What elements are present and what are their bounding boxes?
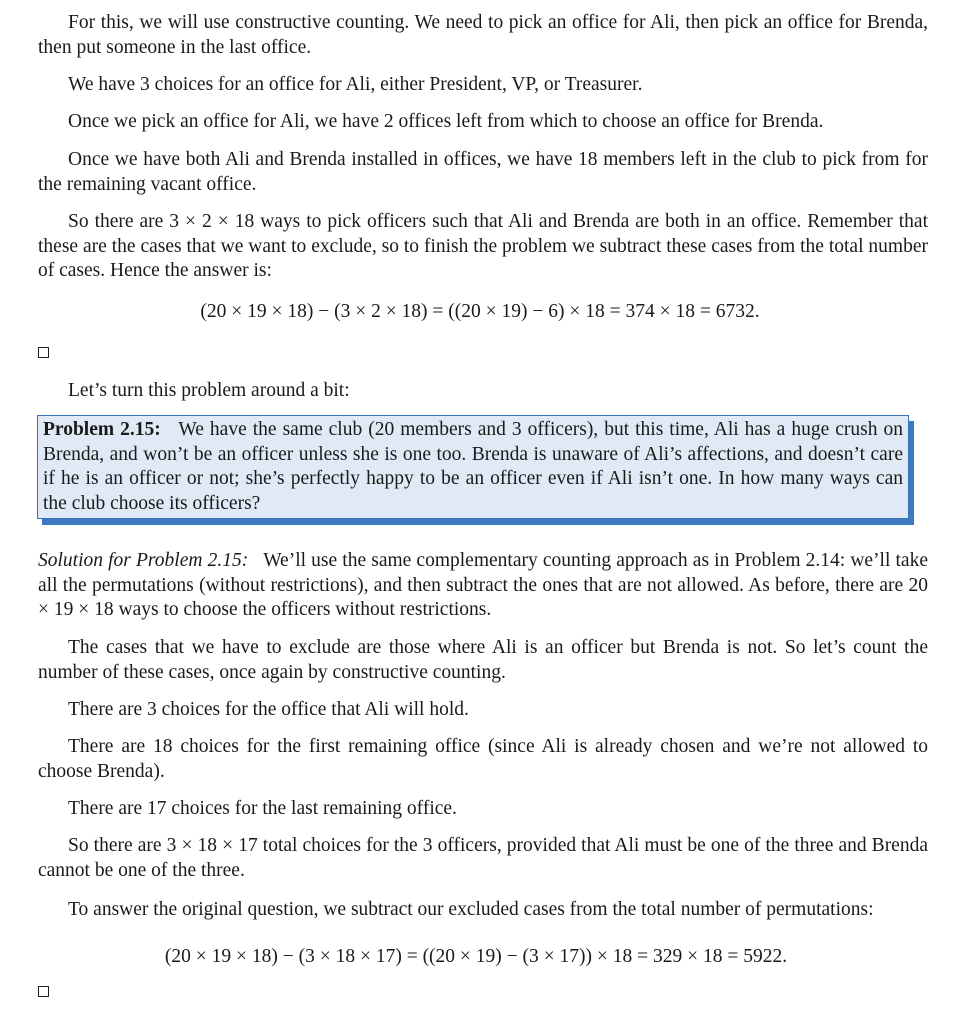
paragraph-ali-choices: We have 3 choices for an office for Ali, either President, VP, or Treasurer. (68, 74, 643, 95)
solution-text: We’ll use the same complementary counting approach as in Problem 2.14: we’ll take all the permutations (without restrictions), and then subtract the ones that are not allowed. As before, there are 20 × 19 × 18 ways to choose the officers without restrictions. (38, 550, 928, 620)
problem-statement (43, 418, 903, 516)
problem-box (37, 415, 909, 519)
paragraph-constructive-counting: For this, we will use constructive counting. We need to pick an office for Ali, then pick an office for Brenda, then put someone in the last office. (38, 12, 928, 58)
paragraph-ali-office: There are 3 choices for the office that Ali will hold. (68, 699, 469, 720)
solution-paragraph (38, 549, 928, 623)
equation-answer-5922: (20 × 19 × 18) − (3 × 18 × 17) = ((20 × 19) − (3 × 17)) × 18 = 329 × 18 = 5922. (164, 946, 788, 967)
qed-square-icon (38, 986, 49, 997)
equation-answer-6732: (20 × 19 × 18) − (3 × 2 × 18) = ((20 × 19) − 6) × 18 = 374 × 18 = 6732. (200, 301, 760, 322)
paragraph-remaining-members: Once we have both Ali and Brenda installed in offices, we have 18 members left in the club to pick from for the remaining vacant office. (38, 149, 928, 195)
solution-label: Solution for Problem 2.15: (38, 550, 249, 571)
paragraph-last-remaining-office: There are 17 choices for the last remaining office. (68, 798, 457, 819)
qed-square-icon (38, 347, 49, 358)
paragraph-brenda-choices: Once we pick an office for Ali, we have 2 offices left from which to choose an office for Brenda. (68, 111, 824, 132)
problem-text: We have the same club (20 members and 3 officers), but this time, Ali has a huge crush on Brenda, and won’t be an officer unless she is one too. Brenda is unaware of Ali’s affections, and doesn’t care if he is an officer or not; she’s perfectly happy to be an officer even if Ali isn’t one. In how many ways can the club choose its officers? (43, 419, 903, 514)
paragraph-exclusion-summary: So there are 3 × 2 × 18 ways to pick officers such that Ali and Brenda are both in an office. Remember that these are the cases that we want to exclude, so to finish the problem we subtract these cases from the total number of cases. Hence the answer is: (38, 211, 928, 281)
paragraph-turn-around: Let’s turn this problem around a bit: (68, 380, 350, 401)
paragraph-total-choices: So there are 3 × 18 × 17 total choices for the 3 officers, provided that Ali must be one of the three and Brenda cannot be one of the three. (38, 835, 928, 881)
paragraph-first-remaining-office: There are 18 choices for the first remaining office (since Ali is already chosen and we’re not allowed to choose Brenda). (38, 736, 928, 782)
problem-label: Problem 2.15: (43, 419, 161, 440)
paragraph-original-question: To answer the original question, we subtract our excluded cases from the total number of permutations: (68, 899, 874, 920)
paragraph-excluded-cases: The cases that we have to exclude are those where Ali is an officer but Brenda is not. So let’s count the number of these cases, once again by constructive counting. (38, 637, 928, 683)
